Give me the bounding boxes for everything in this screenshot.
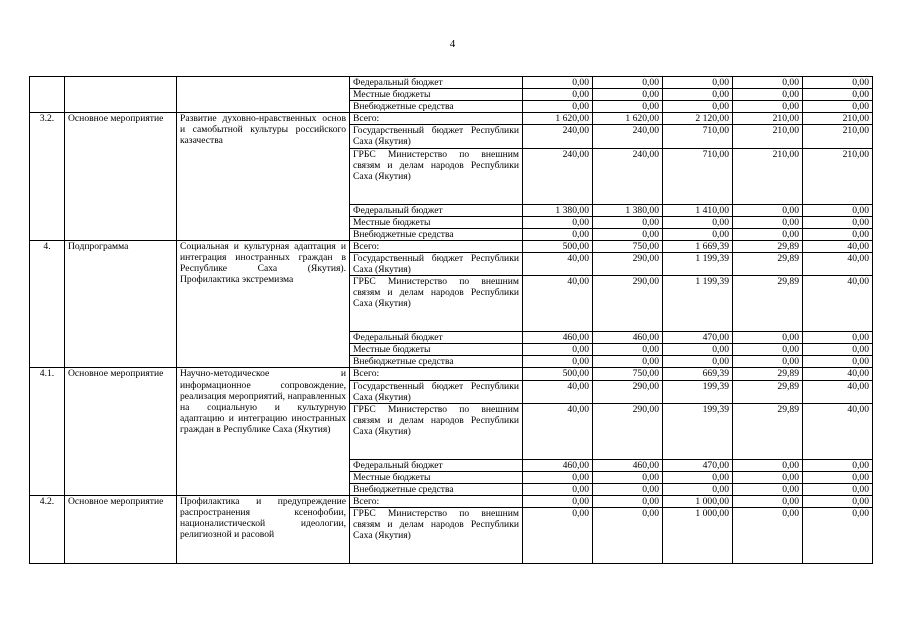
funding-source: Федеральный бюджет — [350, 332, 523, 344]
funding-source: Федеральный бюджет — [350, 204, 523, 216]
value-cell: 0,00 — [733, 332, 803, 344]
funding-source: Всего: — [350, 240, 523, 252]
value-cell: 0,00 — [523, 101, 593, 113]
value-cell: 0,00 — [803, 508, 873, 564]
funding-source: ГРБС Министерство по внешним связям и делам народов Республики Саха (Якутия) — [350, 276, 523, 332]
value-cell: 0,00 — [593, 216, 663, 228]
funding-source: Местные бюджеты — [350, 89, 523, 101]
value-cell: 210,00 — [803, 125, 873, 148]
row-number: 4.1. — [30, 368, 65, 496]
value-cell: 0,00 — [593, 483, 663, 495]
table-row — [30, 240, 873, 252]
activity-description: Социальная и культурная адаптация и интеграция иностранных граждан в Республике Саха (Якутия). Профилактика экстремизма — [177, 240, 350, 368]
budget-table — [29, 76, 873, 564]
value-cell: 290,00 — [593, 403, 663, 459]
value-cell: 240,00 — [523, 148, 593, 204]
value-cell: 0,00 — [803, 204, 873, 216]
value-cell: 500,00 — [523, 240, 593, 252]
value-cell: 290,00 — [593, 380, 663, 403]
value-cell: 0,00 — [523, 77, 593, 89]
value-cell: 40,00 — [523, 276, 593, 332]
value-cell: 1 620,00 — [593, 113, 663, 125]
value-cell: 0,00 — [803, 216, 873, 228]
value-cell: 0,00 — [523, 228, 593, 240]
value-cell: 0,00 — [593, 508, 663, 564]
value-cell: 40,00 — [803, 368, 873, 380]
value-cell: 0,00 — [803, 77, 873, 89]
value-cell: 0,00 — [803, 459, 873, 471]
value-cell: 0,00 — [803, 495, 873, 507]
value-cell: 210,00 — [803, 113, 873, 125]
value-cell: 29,89 — [733, 368, 803, 380]
value-cell: 750,00 — [593, 368, 663, 380]
value-cell: 210,00 — [733, 148, 803, 204]
value-cell: 29,89 — [733, 380, 803, 403]
table-row — [30, 113, 873, 125]
value-cell: 210,00 — [733, 125, 803, 148]
funding-source: Внебюджетные средства — [350, 228, 523, 240]
value-cell: 0,00 — [593, 77, 663, 89]
value-cell: 0,00 — [663, 216, 733, 228]
value-cell: 29,89 — [733, 276, 803, 332]
funding-source: ГРБС Министерство по внешним связям и делам народов Республики Саха (Якутия) — [350, 148, 523, 204]
value-cell: 199,39 — [663, 380, 733, 403]
value-cell: 0,00 — [523, 344, 593, 356]
value-cell: 460,00 — [523, 332, 593, 344]
value-cell: 0,00 — [803, 483, 873, 495]
value-cell: 460,00 — [593, 459, 663, 471]
value-cell: 240,00 — [523, 125, 593, 148]
value-cell: 0,00 — [803, 228, 873, 240]
value-cell: 0,00 — [733, 228, 803, 240]
value-cell: 0,00 — [593, 356, 663, 368]
funding-source: Государственный бюджет Республики Саха (Якутия) — [350, 252, 523, 275]
value-cell: 0,00 — [733, 356, 803, 368]
value-cell: 210,00 — [733, 113, 803, 125]
value-cell: 0,00 — [733, 344, 803, 356]
value-cell: 0,00 — [733, 483, 803, 495]
value-cell: 750,00 — [593, 240, 663, 252]
value-cell: 290,00 — [593, 276, 663, 332]
value-cell: 0,00 — [593, 495, 663, 507]
value-cell: 1 410,00 — [663, 204, 733, 216]
value-cell: 1 199,39 — [663, 252, 733, 275]
activity-type: Основное мероприятие — [65, 368, 177, 496]
value-cell: 1 380,00 — [593, 204, 663, 216]
value-cell: 710,00 — [663, 125, 733, 148]
value-cell: 470,00 — [663, 459, 733, 471]
funding-source: ГРБС Министерство по внешним связям и делам народов Республики Саха (Якутия) — [350, 403, 523, 459]
row-number: 4.2. — [30, 495, 65, 563]
value-cell: 460,00 — [593, 332, 663, 344]
value-cell: 40,00 — [523, 403, 593, 459]
value-cell: 0,00 — [733, 508, 803, 564]
value-cell: 1 000,00 — [663, 495, 733, 507]
value-cell: 29,89 — [733, 240, 803, 252]
value-cell: 0,00 — [523, 89, 593, 101]
value-cell: 0,00 — [523, 483, 593, 495]
value-cell: 40,00 — [523, 252, 593, 275]
value-cell: 0,00 — [593, 101, 663, 113]
activity-type: Основное мероприятие — [65, 113, 177, 241]
value-cell: 0,00 — [733, 101, 803, 113]
value-cell: 470,00 — [663, 332, 733, 344]
funding-source: Всего: — [350, 495, 523, 507]
value-cell: 500,00 — [523, 368, 593, 380]
table-row — [30, 77, 873, 89]
activity-type — [65, 77, 177, 113]
value-cell: 210,00 — [803, 148, 873, 204]
value-cell: 0,00 — [803, 344, 873, 356]
funding-source: Государственный бюджет Республики Саха (Якутия) — [350, 380, 523, 403]
value-cell: 0,00 — [523, 356, 593, 368]
activity-type: Подпрограмма — [65, 240, 177, 368]
value-cell: 0,00 — [733, 89, 803, 101]
value-cell: 0,00 — [663, 77, 733, 89]
activity-description: Научно-методическое и информационное сопровождение, реализация мероприятий, направленных на социальную и культурную адаптацию и интеграцию иностранных граждан в Республике Саха (Якутия) — [177, 368, 350, 496]
value-cell: 0,00 — [523, 495, 593, 507]
value-cell: 0,00 — [733, 77, 803, 89]
value-cell: 0,00 — [733, 459, 803, 471]
value-cell: 29,89 — [733, 403, 803, 459]
value-cell: 0,00 — [663, 356, 733, 368]
value-cell: 1 669,39 — [663, 240, 733, 252]
activity-description — [177, 77, 350, 113]
value-cell: 40,00 — [803, 252, 873, 275]
value-cell: 710,00 — [663, 148, 733, 204]
value-cell: 29,89 — [733, 252, 803, 275]
value-cell: 1 000,00 — [663, 508, 733, 564]
value-cell: 460,00 — [523, 459, 593, 471]
value-cell: 0,00 — [803, 332, 873, 344]
value-cell: 290,00 — [593, 252, 663, 275]
table-row — [30, 368, 873, 380]
value-cell: 0,00 — [733, 216, 803, 228]
row-number: 3.2. — [30, 113, 65, 241]
activity-description: Профилактика и предупреждение распространения ксенофобии, националистической идеологии, религиозной и расовой — [177, 495, 350, 563]
value-cell: 0,00 — [803, 89, 873, 101]
funding-source: Федеральный бюджет — [350, 459, 523, 471]
value-cell: 0,00 — [663, 344, 733, 356]
value-cell: 0,00 — [733, 471, 803, 483]
value-cell: 0,00 — [523, 508, 593, 564]
funding-source: Местные бюджеты — [350, 216, 523, 228]
value-cell: 40,00 — [803, 403, 873, 459]
value-cell: 0,00 — [803, 356, 873, 368]
value-cell: 0,00 — [663, 471, 733, 483]
funding-source: Местные бюджеты — [350, 344, 523, 356]
page-number: 4 — [449, 38, 456, 50]
value-cell: 669,39 — [663, 368, 733, 380]
value-cell: 0,00 — [663, 483, 733, 495]
value-cell: 40,00 — [803, 380, 873, 403]
value-cell: 40,00 — [803, 240, 873, 252]
funding-source: Внебюджетные средства — [350, 483, 523, 495]
value-cell: 0,00 — [663, 101, 733, 113]
value-cell: 0,00 — [803, 471, 873, 483]
value-cell: 0,00 — [733, 204, 803, 216]
funding-source: Федеральный бюджет — [350, 77, 523, 89]
value-cell: 1 620,00 — [523, 113, 593, 125]
value-cell: 0,00 — [663, 89, 733, 101]
value-cell: 40,00 — [523, 380, 593, 403]
funding-source: Государственный бюджет Республики Саха (Якутия) — [350, 125, 523, 148]
funding-source: Всего: — [350, 113, 523, 125]
table-row — [30, 495, 873, 507]
value-cell: 0,00 — [593, 228, 663, 240]
value-cell: 0,00 — [663, 228, 733, 240]
funding-source: Всего: — [350, 368, 523, 380]
value-cell: 0,00 — [803, 101, 873, 113]
value-cell: 240,00 — [593, 148, 663, 204]
funding-source: Внебюджетные средства — [350, 101, 523, 113]
value-cell: 240,00 — [593, 125, 663, 148]
funding-source: ГРБС Министерство по внешним связям и делам народов Республики Саха (Якутия) — [350, 508, 523, 564]
row-number: 4. — [30, 240, 65, 368]
value-cell: 40,00 — [803, 276, 873, 332]
value-cell: 0,00 — [593, 89, 663, 101]
value-cell: 0,00 — [593, 344, 663, 356]
value-cell: 0,00 — [733, 495, 803, 507]
row-number — [30, 77, 65, 113]
value-cell: 0,00 — [523, 471, 593, 483]
value-cell: 199,39 — [663, 403, 733, 459]
value-cell: 0,00 — [523, 216, 593, 228]
funding-source: Внебюджетные средства — [350, 356, 523, 368]
activity-description: Развитие духовно-нравственных основ и самобытной культуры российского казачества — [177, 113, 350, 241]
value-cell: 1 380,00 — [523, 204, 593, 216]
value-cell: 2 120,00 — [663, 113, 733, 125]
activity-type: Основное мероприятие — [65, 495, 177, 563]
value-cell: 1 199,39 — [663, 276, 733, 332]
value-cell: 0,00 — [593, 471, 663, 483]
funding-source: Местные бюджеты — [350, 471, 523, 483]
